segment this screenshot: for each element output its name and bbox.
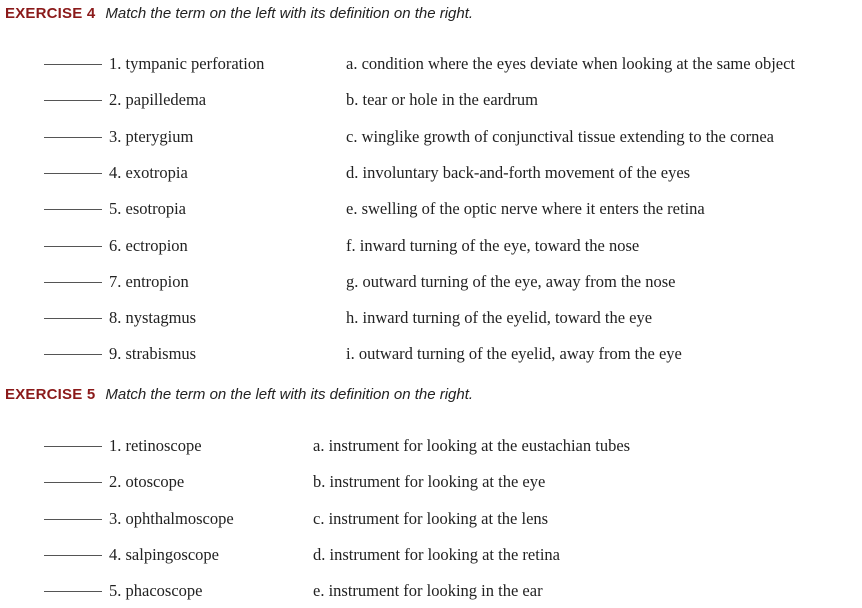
exercise-4-label: EXERCISE 4 (5, 5, 96, 22)
term-item: 7. entropion (109, 271, 189, 291)
term-item: 3. ophthalmoscope (109, 508, 234, 528)
term-item: 2. papilledema (109, 90, 207, 110)
term-item: 9. strabismus (109, 344, 197, 364)
match-row (0, 198, 862, 220)
answer-blank[interactable] (44, 555, 102, 556)
definition-item: h. inward turning of the eyelid, toward the eye (346, 308, 653, 328)
answer-blank[interactable] (44, 173, 102, 174)
definition-item: d. involuntary back-and-forth movement of the eyes (346, 162, 691, 182)
match-row (0, 235, 862, 257)
answer-blank[interactable] (44, 354, 102, 355)
match-row (0, 508, 862, 530)
definition-item: b. tear or hole in the eardrum (346, 90, 538, 110)
match-row (0, 162, 862, 184)
definition-item: f. inward turning of the eye, toward the nose (346, 235, 640, 255)
match-row (0, 53, 862, 75)
answer-blank[interactable] (44, 282, 102, 283)
definition-item: e. swelling of the optic nerve where it enters the retina (346, 199, 705, 219)
definition-item: i. outward turning of the eyelid, away from the eye (346, 344, 682, 364)
definition-item: g. outward turning of the eye, away from the nose (346, 271, 676, 291)
match-row (0, 580, 862, 602)
match-row (0, 126, 862, 148)
answer-blank[interactable] (44, 64, 102, 65)
match-row (0, 471, 862, 493)
answer-blank[interactable] (44, 100, 102, 101)
answer-blank[interactable] (44, 246, 102, 247)
exercise-4-heading (5, 5, 473, 22)
exercise-5-label: EXERCISE 5 (5, 386, 96, 403)
answer-blank[interactable] (44, 591, 102, 592)
term-item: 4. salpingoscope (109, 544, 219, 564)
term-item: 6. ectropion (109, 235, 188, 255)
answer-blank[interactable] (44, 209, 102, 210)
term-item: 5. phacoscope (109, 581, 203, 601)
term-item: 2. otoscope (109, 472, 185, 492)
definition-item: a. condition where the eyes deviate when looking at the same object (346, 54, 796, 73)
match-row (0, 89, 862, 111)
definition-item: d. instrument for looking at the retina (313, 544, 560, 564)
definition-item: a. instrument for looking at the eustachian tubes (313, 436, 631, 455)
answer-blank[interactable] (44, 318, 102, 319)
match-row (0, 544, 862, 566)
exercise-5-heading (5, 386, 473, 403)
exercise-5-instruction: Match the term on the left with its definition on the right. (105, 386, 474, 403)
definition-item: c. instrument for looking at the lens (313, 508, 549, 528)
answer-blank[interactable] (44, 519, 102, 520)
definition-item: c. winglike growth of conjunctival tissue extending to the cornea (346, 126, 774, 146)
answer-blank[interactable] (44, 137, 102, 138)
answer-blank[interactable] (44, 446, 102, 447)
term-item: 3. pterygium (109, 126, 194, 146)
match-row (0, 435, 862, 457)
match-row (0, 343, 862, 365)
term-item: 1. tympanic perforation (109, 54, 265, 73)
match-row (0, 307, 862, 329)
answer-blank[interactable] (44, 482, 102, 483)
term-item: 1. retinoscope (109, 436, 202, 455)
term-item: 5. esotropia (109, 199, 186, 219)
term-item: 8. nystagmus (109, 308, 197, 328)
definition-item: b. instrument for looking at the eye (313, 472, 546, 492)
term-item: 4. exotropia (109, 162, 188, 182)
match-row (0, 271, 862, 293)
definition-item: e. instrument for looking in the ear (313, 581, 543, 601)
exercise-4-instruction: Match the term on the left with its definition on the right. (105, 5, 474, 22)
